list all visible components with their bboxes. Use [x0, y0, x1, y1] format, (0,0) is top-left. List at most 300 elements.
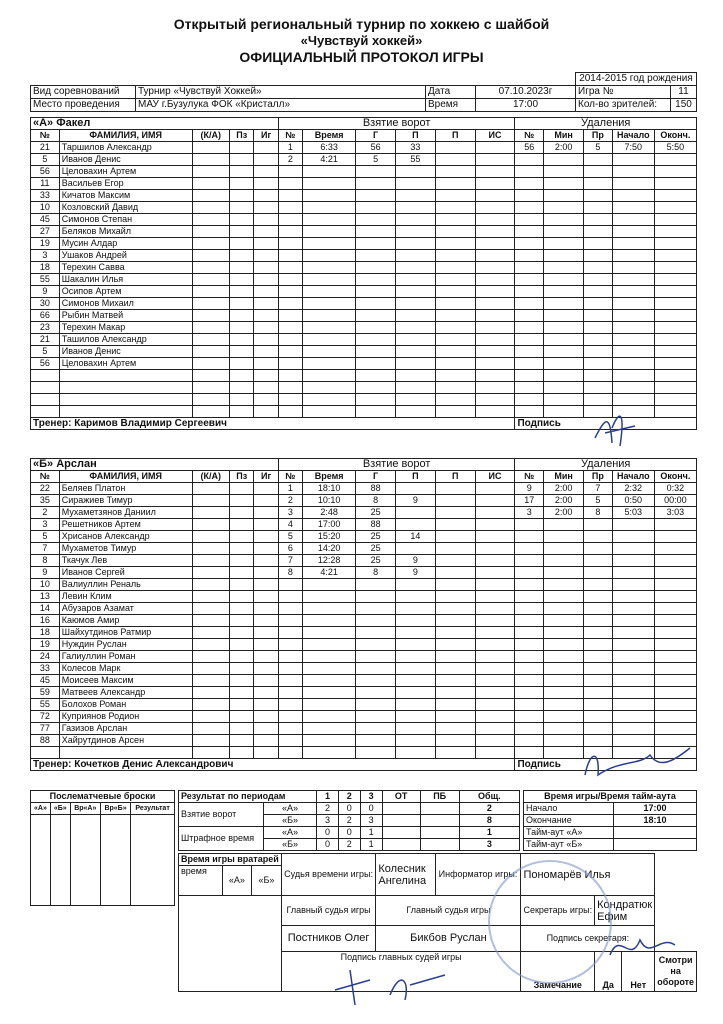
table-row [31, 286, 697, 298]
penalty-start [612, 687, 654, 699]
player-ka [192, 238, 230, 250]
penalty-reason [584, 687, 613, 699]
goal-assist-2 [435, 346, 475, 358]
goal-assist-2 [435, 519, 475, 531]
penalty-player [515, 663, 544, 675]
penalty-end [654, 394, 696, 406]
penalty-player [515, 735, 544, 747]
goal-number [278, 735, 302, 747]
penalty-end [654, 675, 696, 687]
penalty-end [654, 274, 696, 286]
goal-assist-1 [396, 543, 436, 555]
goal-assist-1 [396, 663, 436, 675]
goal-number: 7 [278, 555, 302, 567]
period-value [420, 827, 459, 839]
goal-situation [475, 519, 515, 531]
player-ig [254, 627, 278, 639]
column-header: Пз [230, 130, 254, 142]
goal-situation [475, 747, 515, 759]
goal-scorer [356, 723, 396, 735]
player-name: Симонов Степан [59, 214, 192, 226]
player-name: Газизов Арслан [59, 723, 192, 735]
goal-situation [475, 214, 515, 226]
player-pz [230, 190, 254, 202]
goal-situation [475, 250, 515, 262]
goal-assist-1 [396, 627, 436, 639]
place-value: МАУ г.Бузулука ФОК «Кристалл» [136, 99, 426, 112]
goal-time: 12:28 [303, 555, 356, 567]
goal-scorer [356, 274, 396, 286]
period-value: 0 [317, 839, 339, 851]
goal-assist-2 [435, 735, 475, 747]
goal-assist-2 [435, 483, 475, 495]
penalty-reason [584, 370, 613, 382]
player-number: 10 [31, 579, 60, 591]
penalty-minutes [544, 543, 584, 555]
penalty-start: 5:03 [612, 507, 654, 519]
player-number: 14 [31, 603, 60, 615]
game-time-title: Время игры/Время тайм-аута [524, 791, 697, 803]
player-ka [192, 250, 230, 262]
game-label: Игра № [576, 86, 671, 99]
player-ka [192, 615, 230, 627]
goal-number [278, 322, 302, 334]
shootout-cell [50, 815, 70, 906]
goal-number [278, 358, 302, 370]
player-name: Мусин Алдар [59, 238, 192, 250]
period-col: ПБ [420, 791, 459, 803]
column-header: ФАМИЛИЯ, ИМЯ [59, 130, 192, 142]
goal-situation [475, 495, 515, 507]
goal-number [278, 346, 302, 358]
penalty-minutes [544, 334, 584, 346]
penalty-end [654, 370, 696, 382]
goal-scorer [356, 238, 396, 250]
column-header: Иг [254, 471, 278, 483]
end-label: Окончание [524, 815, 614, 827]
penalty-player [515, 226, 544, 238]
table-row [31, 226, 697, 238]
goal-situation [475, 322, 515, 334]
goal-situation [475, 687, 515, 699]
goal-assist-2 [435, 699, 475, 711]
goal-assist-1 [396, 298, 436, 310]
penalty-minutes [544, 190, 584, 202]
table-row [31, 699, 697, 711]
player-number: 56 [31, 166, 60, 178]
column-header: Пр [584, 471, 613, 483]
goal-scorer [356, 298, 396, 310]
player-ig [254, 495, 278, 507]
penalty-reason [584, 274, 613, 286]
shootout-table [30, 790, 175, 906]
penalty-minutes [544, 166, 584, 178]
protocol-title: ОФИЦИАЛЬНЫЙ ПРОТОКОЛ ИГРЫ [239, 49, 484, 65]
player-number: 13 [31, 591, 60, 603]
goal-time [303, 286, 356, 298]
penalty-minutes [544, 370, 584, 382]
player-name: Галиуллин Роман [59, 651, 192, 663]
period-team: «Б» [264, 815, 317, 827]
player-pz [230, 274, 254, 286]
goal-assist-2 [435, 543, 475, 555]
goal-number [278, 334, 302, 346]
goal-assist-1 [396, 699, 436, 711]
goal-assist-1 [396, 615, 436, 627]
column-header: П [396, 471, 436, 483]
period-value: 0 [317, 827, 339, 839]
goal-scorer [356, 166, 396, 178]
player-ig [254, 483, 278, 495]
goal-assist-1 [396, 406, 436, 418]
period-value: 2 [459, 803, 519, 815]
goal-situation [475, 483, 515, 495]
no-label: Нет [622, 952, 655, 992]
goal-time: 18:10 [303, 483, 356, 495]
player-ig [254, 735, 278, 747]
penalty-reason [584, 699, 613, 711]
tournament-subtitle: «Чувствуй хоккей» [300, 33, 423, 48]
goal-situation [475, 382, 515, 394]
goal-time [303, 394, 356, 406]
goal-number: 2 [278, 154, 302, 166]
player-pz [230, 178, 254, 190]
penalty-minutes [544, 226, 584, 238]
player-pz [230, 370, 254, 382]
period-value [420, 815, 459, 827]
player-number: 19 [31, 238, 60, 250]
goal-assist-2 [435, 567, 475, 579]
player-ka [192, 334, 230, 346]
goal-assist-2 [435, 507, 475, 519]
player-ka [192, 711, 230, 723]
goal-situation [475, 711, 515, 723]
player-ig [254, 699, 278, 711]
player-number: 33 [31, 190, 60, 202]
goal-time: 6:33 [303, 142, 356, 154]
goal-assist-1: 9 [396, 555, 436, 567]
penalty-reason [584, 238, 613, 250]
player-pz [230, 555, 254, 567]
table-row [31, 190, 697, 202]
goal-time [303, 639, 356, 651]
player-number [31, 394, 60, 406]
player-number: 2 [31, 507, 60, 519]
goal-number [278, 687, 302, 699]
penalty-start [612, 286, 654, 298]
player-ka [192, 394, 230, 406]
penalty-reason [584, 627, 613, 639]
goal-scorer: 8 [356, 567, 396, 579]
secretary-label: Секретарь игры: [521, 896, 595, 926]
goal-assist-2 [435, 238, 475, 250]
goal-situation [475, 543, 515, 555]
player-ig [254, 358, 278, 370]
penalty-player [515, 615, 544, 627]
table-row [31, 262, 697, 274]
column-header: Пр [584, 130, 613, 142]
player-name: Беляков Михайл [59, 226, 192, 238]
player-pz [230, 322, 254, 334]
player-number: 21 [31, 334, 60, 346]
goal-assist-1 [396, 322, 436, 334]
penalty-player: 56 [515, 142, 544, 154]
table-row [31, 322, 697, 334]
penalty-player [515, 555, 544, 567]
penalty-start [612, 627, 654, 639]
date-value: 07.10.2023г [476, 86, 576, 99]
player-name: Абузаров Азамат [59, 603, 192, 615]
goal-scorer [356, 699, 396, 711]
penalty-end [654, 190, 696, 202]
penalty-player [515, 639, 544, 651]
player-ka [192, 735, 230, 747]
column-header: Время [303, 471, 356, 483]
penalty-start [612, 226, 654, 238]
player-pz [230, 567, 254, 579]
goal-assist-1 [396, 238, 436, 250]
column-header: Пз [230, 471, 254, 483]
player-number: 56 [31, 358, 60, 370]
penalty-minutes [544, 663, 584, 675]
penalty-minutes [544, 579, 584, 591]
player-ig [254, 298, 278, 310]
goal-assist-1 [396, 639, 436, 651]
player-ig [254, 579, 278, 591]
penalty-player [515, 334, 544, 346]
player-name: Мухаметов Тимур [59, 543, 192, 555]
goal-time [303, 406, 356, 418]
player-pz [230, 627, 254, 639]
penalty-minutes [544, 310, 584, 322]
player-name [59, 406, 192, 418]
penalty-minutes [544, 531, 584, 543]
player-ig [254, 346, 278, 358]
player-ig [254, 166, 278, 178]
signature-b [580, 740, 700, 785]
player-number: 5 [31, 531, 60, 543]
period-value [382, 839, 420, 851]
penalty-start [612, 190, 654, 202]
penalty-reason [584, 675, 613, 687]
period-value: 1 [360, 827, 382, 839]
penalty-start [612, 711, 654, 723]
penalty-reason [584, 262, 613, 274]
goal-assist-1 [396, 382, 436, 394]
player-ig [254, 178, 278, 190]
period-value: 2 [338, 815, 360, 827]
penalty-player [515, 286, 544, 298]
goal-time [303, 675, 356, 687]
goal-assist-1 [396, 747, 436, 759]
goal-number: 1 [278, 483, 302, 495]
goal-assist-2 [435, 711, 475, 723]
penalty-minutes: 2:00 [544, 507, 584, 519]
penalty-start: 7:50 [612, 142, 654, 154]
goal-time [303, 202, 356, 214]
remark-label: Замечание [521, 952, 595, 992]
player-pz [230, 495, 254, 507]
goal-situation [475, 142, 515, 154]
table-row [31, 579, 697, 591]
goal-number [278, 663, 302, 675]
player-name: Иванов Денис [59, 346, 192, 358]
period-value: 0 [360, 803, 382, 815]
player-pz [230, 591, 254, 603]
table-row [31, 382, 697, 394]
goal-assist-2 [435, 358, 475, 370]
goal-scorer [356, 615, 396, 627]
penalty-start [612, 663, 654, 675]
player-pz [230, 507, 254, 519]
penalty-reason [584, 286, 613, 298]
goal-scorer [356, 178, 396, 190]
goal-time [303, 370, 356, 382]
player-ig [254, 250, 278, 262]
penalty-minutes: 2:00 [544, 483, 584, 495]
goal-time [303, 310, 356, 322]
goal-situation [475, 603, 515, 615]
goal-time [303, 190, 356, 202]
penalty-reason [584, 166, 613, 178]
see-back-label: Смотри на обороте [655, 952, 697, 992]
goal-assist-1 [396, 603, 436, 615]
player-ka [192, 675, 230, 687]
player-name [59, 394, 192, 406]
player-ka [192, 142, 230, 154]
goal-situation [475, 370, 515, 382]
penalty-end [654, 639, 696, 651]
penalty-start [612, 166, 654, 178]
penalty-player [515, 274, 544, 286]
goal-assist-2 [435, 310, 475, 322]
goal-scorer: 88 [356, 519, 396, 531]
judge-1-name: Постников Олег [281, 926, 376, 952]
table-row [31, 591, 697, 603]
goal-number: 5 [278, 531, 302, 543]
column-header: Время [303, 130, 356, 142]
period-value: 2 [317, 803, 339, 815]
player-ig [254, 519, 278, 531]
penalty-reason [584, 310, 613, 322]
player-pz [230, 262, 254, 274]
goal-scorer [356, 711, 396, 723]
yes-label: Да [595, 952, 622, 992]
secretary-sign-label: Подпись секретаря: [521, 926, 655, 952]
goal-scorer: 25 [356, 531, 396, 543]
goals-header: Взятие ворот [278, 118, 515, 130]
goal-time: 14:20 [303, 543, 356, 555]
penalty-player [515, 651, 544, 663]
player-name: Куприянов Родион [59, 711, 192, 723]
column-header: № [278, 471, 302, 483]
player-ka [192, 591, 230, 603]
player-ig [254, 543, 278, 555]
goal-assist-1: 55 [396, 154, 436, 166]
table-row [31, 603, 697, 615]
shootout-title: Послематчевые броски [31, 791, 175, 803]
penalty-player [515, 310, 544, 322]
goal-assist-2 [435, 202, 475, 214]
player-ig [254, 274, 278, 286]
goalie-time-label: время [179, 866, 223, 896]
penalty-end [654, 262, 696, 274]
goal-time [303, 627, 356, 639]
goal-assist-2 [435, 298, 475, 310]
comp-label: Вид соревнований [31, 86, 136, 99]
penalties-header: Удаления [515, 459, 697, 471]
goal-time: 15:20 [303, 531, 356, 543]
table-row [31, 214, 697, 226]
goal-scorer [356, 190, 396, 202]
penalty-player [515, 711, 544, 723]
goal-time [303, 651, 356, 663]
shootout-cell [31, 815, 51, 906]
goal-time [303, 663, 356, 675]
penalty-player [515, 166, 544, 178]
goal-situation [475, 226, 515, 238]
main-judge-label: Главный судья игры [281, 896, 376, 926]
goal-assist-1 [396, 711, 436, 723]
goal-number [278, 274, 302, 286]
player-ig [254, 142, 278, 154]
table-row [31, 483, 697, 495]
table-row [31, 555, 697, 567]
goal-number [278, 286, 302, 298]
goal-scorer [356, 406, 396, 418]
player-ig [254, 382, 278, 394]
goal-assist-1 [396, 651, 436, 663]
column-header: № [278, 130, 302, 142]
table-row [31, 142, 697, 154]
penalty-minutes [544, 298, 584, 310]
player-ig [254, 238, 278, 250]
table-row [31, 154, 697, 166]
goal-assist-1 [396, 675, 436, 687]
table-row [31, 723, 697, 735]
player-ig [254, 591, 278, 603]
goal-number [278, 190, 302, 202]
player-name: Иванов Сергей [59, 567, 192, 579]
goal-scorer [356, 202, 396, 214]
penalty-end [654, 166, 696, 178]
penalty-start: 2:32 [612, 483, 654, 495]
player-number [31, 406, 60, 418]
penalty-end [654, 543, 696, 555]
goal-number [278, 394, 302, 406]
player-ig [254, 531, 278, 543]
goal-number [278, 603, 302, 615]
goal-assist-1 [396, 214, 436, 226]
timeout-a-label: Тайм-аут «А» [524, 827, 614, 839]
penalty-end [654, 555, 696, 567]
goal-assist-1: 33 [396, 142, 436, 154]
goal-assist-2 [435, 627, 475, 639]
table-row [31, 663, 697, 675]
player-number: 55 [31, 274, 60, 286]
goal-assist-2 [435, 334, 475, 346]
player-number: 45 [31, 214, 60, 226]
player-number: 72 [31, 711, 60, 723]
player-ka [192, 358, 230, 370]
penalty-reason [584, 555, 613, 567]
penalty-player [515, 214, 544, 226]
penalty-player [515, 627, 544, 639]
player-ka [192, 274, 230, 286]
player-pz [230, 675, 254, 687]
goal-time [303, 274, 356, 286]
penalty-player [515, 298, 544, 310]
